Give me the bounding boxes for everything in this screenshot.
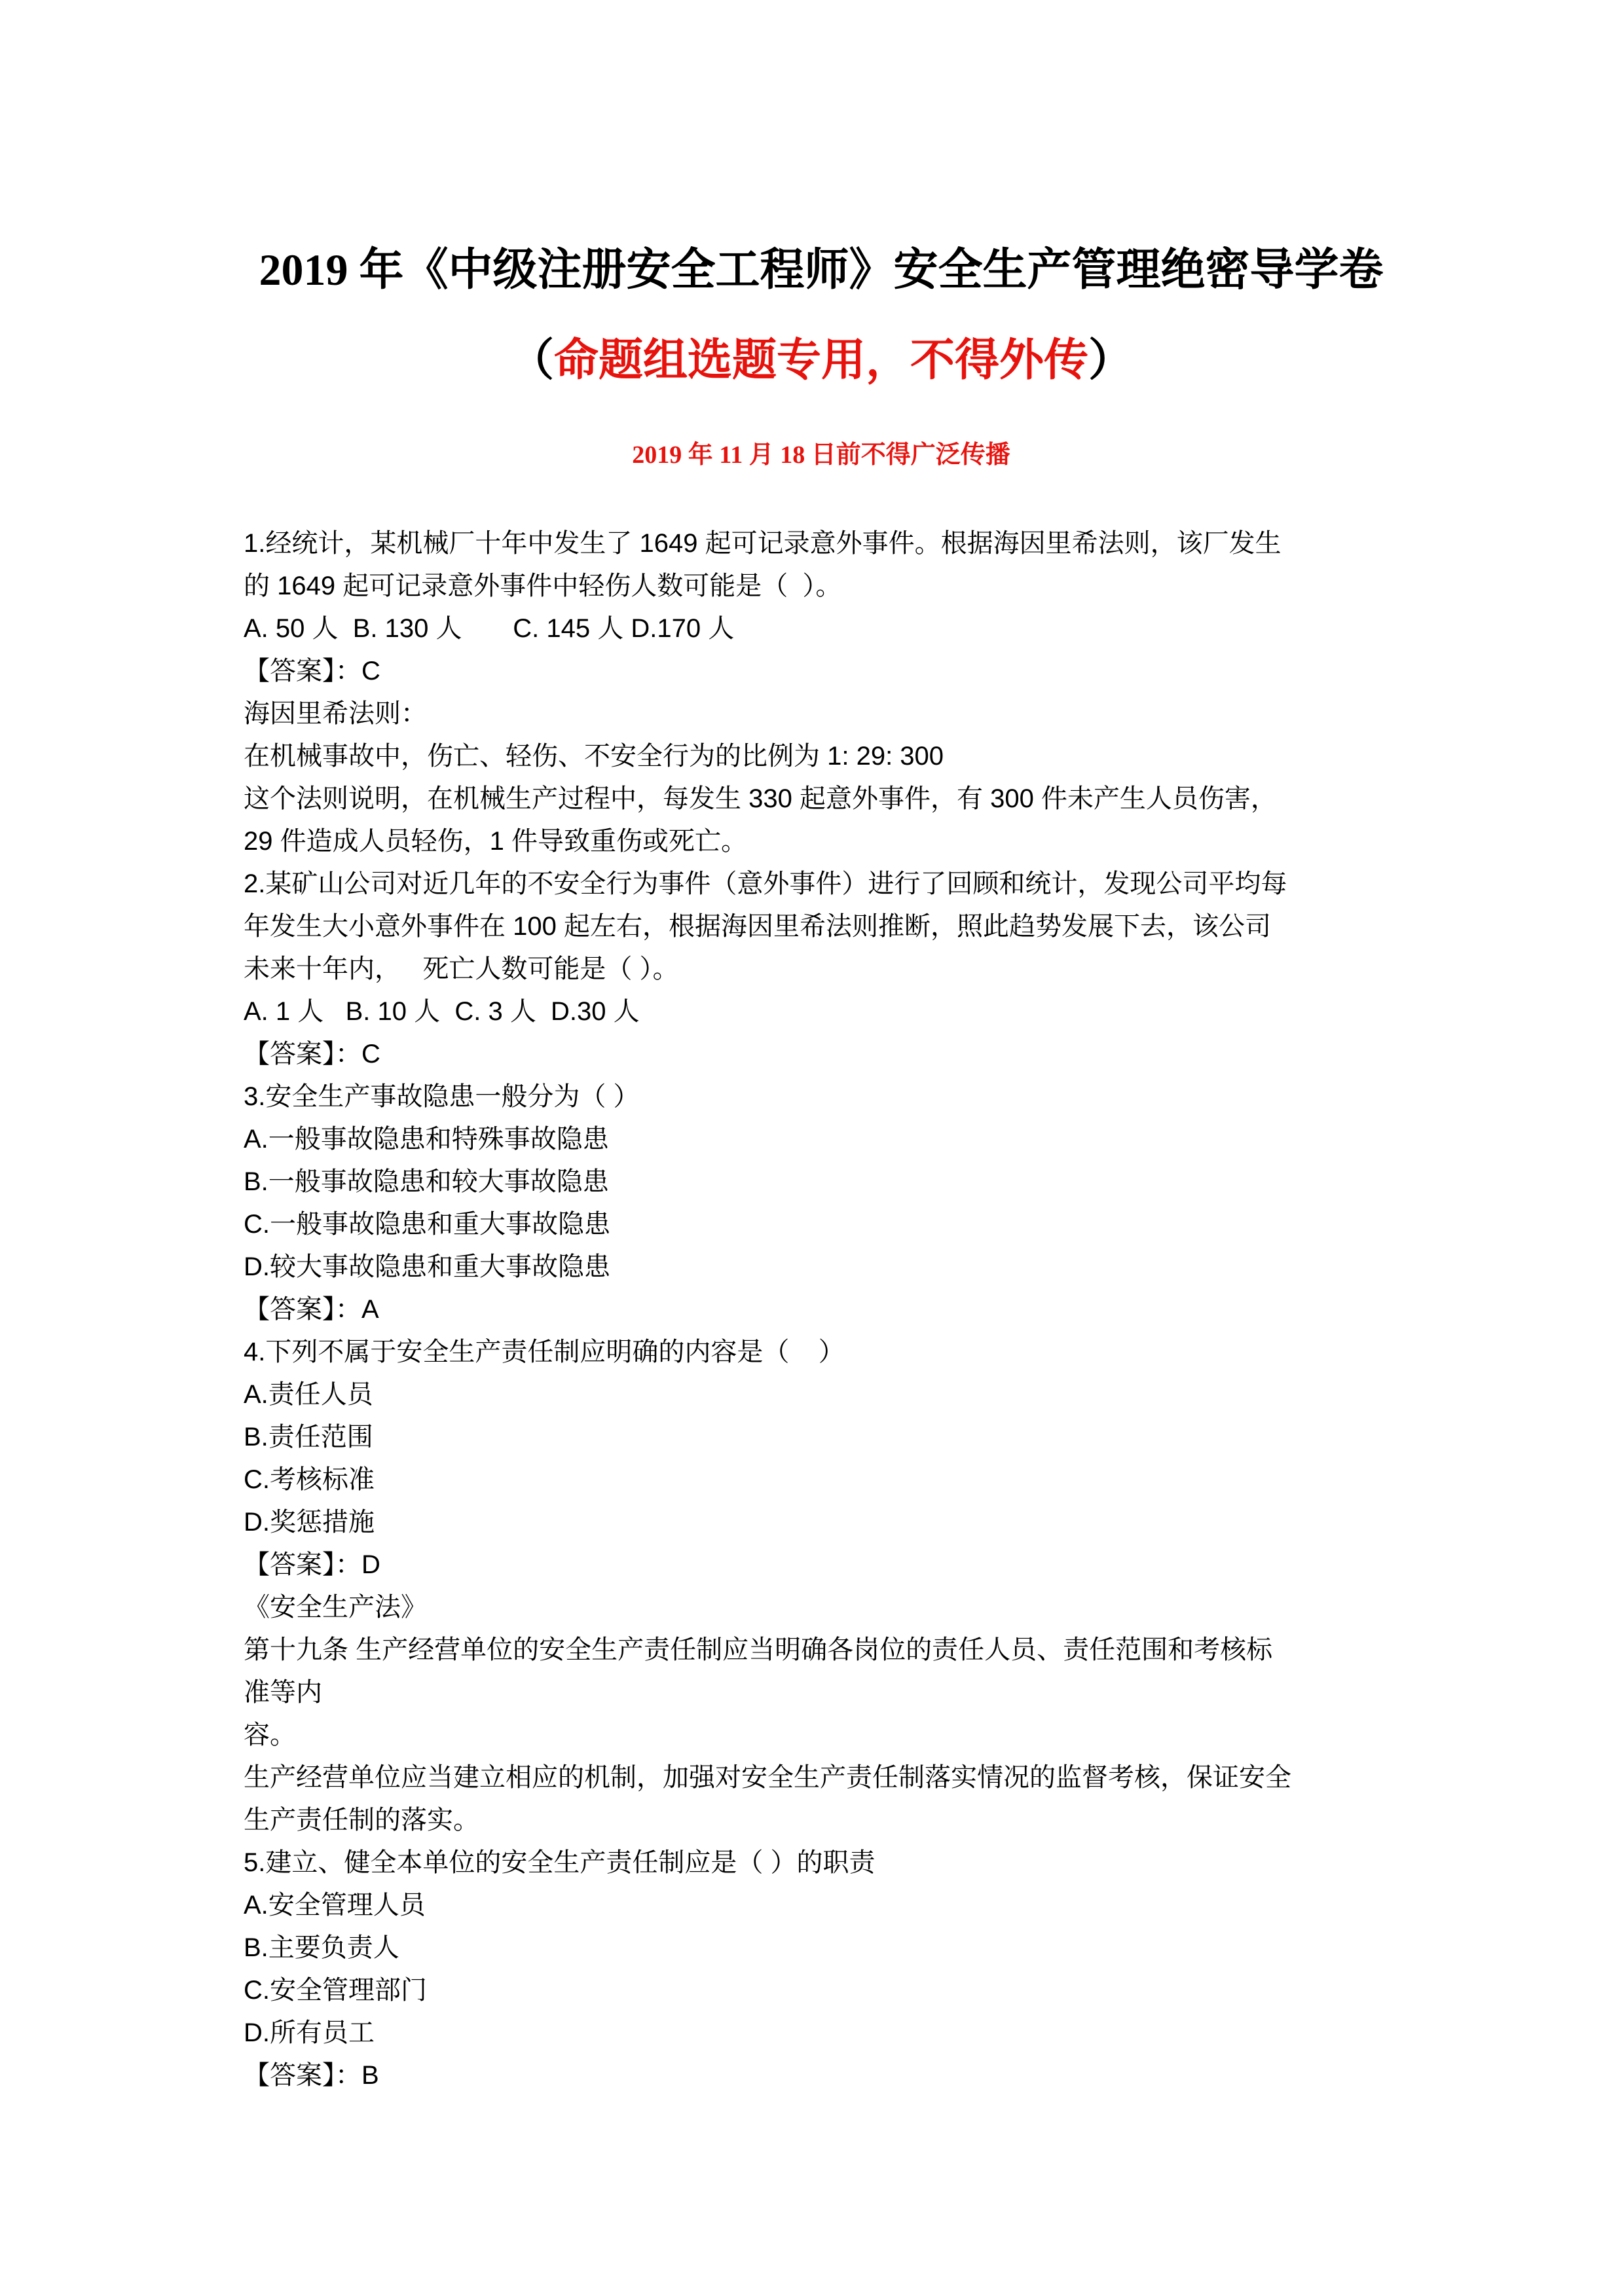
body-line: 【答案】：C [244,1040,380,1068]
body-line: B.责任范围 [244,1423,373,1451]
body-line: 2.某矿山公司对近几年的不安全行为事件（意外事件）进行了回顾和统计，发现公司平均每 [244,869,1287,898]
body-line: 年发生大小意外事件在 100 起左右，根据海因里希法则推断，照此趋势发展下去，该公司 [244,912,1271,941]
body-line: 【答案】：A [244,1295,379,1324]
body-line: 《安全生产法》 [244,1593,427,1622]
body-line: D.较大事故隐患和重大事故隐患 [244,1252,610,1281]
body-line: C.考核标准 [244,1465,375,1494]
document-body [244,522,1399,2097]
document-title: 2019 年《中级注册安全工程师》安全生产管理绝密导学卷 [259,245,1384,295]
body-line: A.责任人员 [244,1380,373,1409]
body-line: 1.经统计，某机械厂十年中发生了 1649 起可记录意外事件。根据海因里希法则，该厂发生 [244,529,1282,558]
subtitle-text: 命题组选题专用，不得外传 [553,335,1088,385]
body-line: C.一般事故隐患和重大事故隐患 [244,1210,610,1239]
body-line: 3.安全生产事故隐患一般分为（ ） [244,1082,640,1111]
body-line: C.安全管理部门 [244,1976,427,2005]
body-line: D.所有员工 [244,2018,375,2047]
subtitle-close-paren: ） [1088,335,1134,385]
body-line: A. 50 人 B. 130 人 C. 145 人 D.170 人 [244,614,735,643]
document-header [244,246,1399,469]
body-line: 未来十年内， 死亡人数可能是（ ）。 [244,955,679,983]
body-line: 海因里希法则： [244,699,427,728]
body-line: A.一般事故隐患和特殊事故隐患 [244,1125,609,1154]
distribution-notice: 2019 年 11 月 18 日前不得广泛传播 [632,441,1010,469]
body-line: 【答案】：C [244,657,380,685]
body-line: 29 件造成人员轻伤，1 件导致重伤或死亡。 [244,827,747,856]
body-line: 5.建立、健全本单位的安全生产责任制应是（ ）的职责 [244,1848,876,1877]
body-line: A.安全管理人员 [244,1891,426,1920]
body-line: 生产责任制的落实。 [244,1806,479,1834]
body-line: A. 1 人 B. 10 人 C. 3 人 D.30 人 [244,997,640,1026]
document-subtitle [244,337,1399,384]
body-line: 第十九条 生产经营单位的安全生产责任制应当明确各岗位的责任人员、责任范围和考核标 [244,1635,1273,1664]
body-line: B.一般事故隐患和较大事故隐患 [244,1167,609,1196]
body-line: 准等内 [244,1678,322,1707]
body-line: B.主要负责人 [244,1933,399,1962]
body-line: 容。 [244,1721,296,1749]
body-line: 这个法则说明，在机械生产过程中，每发生 330 起意外事件，有 300 件未产生人员伤害， [244,784,1277,813]
body-line: 【答案】：D [244,1550,380,1579]
body-line: 【答案】：B [244,2061,379,2090]
body-line: 在机械事故中，伤亡、轻伤、不安全行为的比例为 1: 29: 300 [244,742,944,771]
body-line: D.奖惩措施 [244,1508,375,1537]
body-line: 4.下列不属于安全生产责任制应明确的内容是（ ） [244,1338,845,1366]
body-line: 的 1649 起可记录意外事件中轻伤人数可能是（ ）。 [244,572,842,600]
subtitle-open-paren: （ [509,335,554,385]
body-line: 生产经营单位应当建立相应的机制，加强对安全生产责任制落实情况的监督考核，保证安全 [244,1763,1291,1792]
